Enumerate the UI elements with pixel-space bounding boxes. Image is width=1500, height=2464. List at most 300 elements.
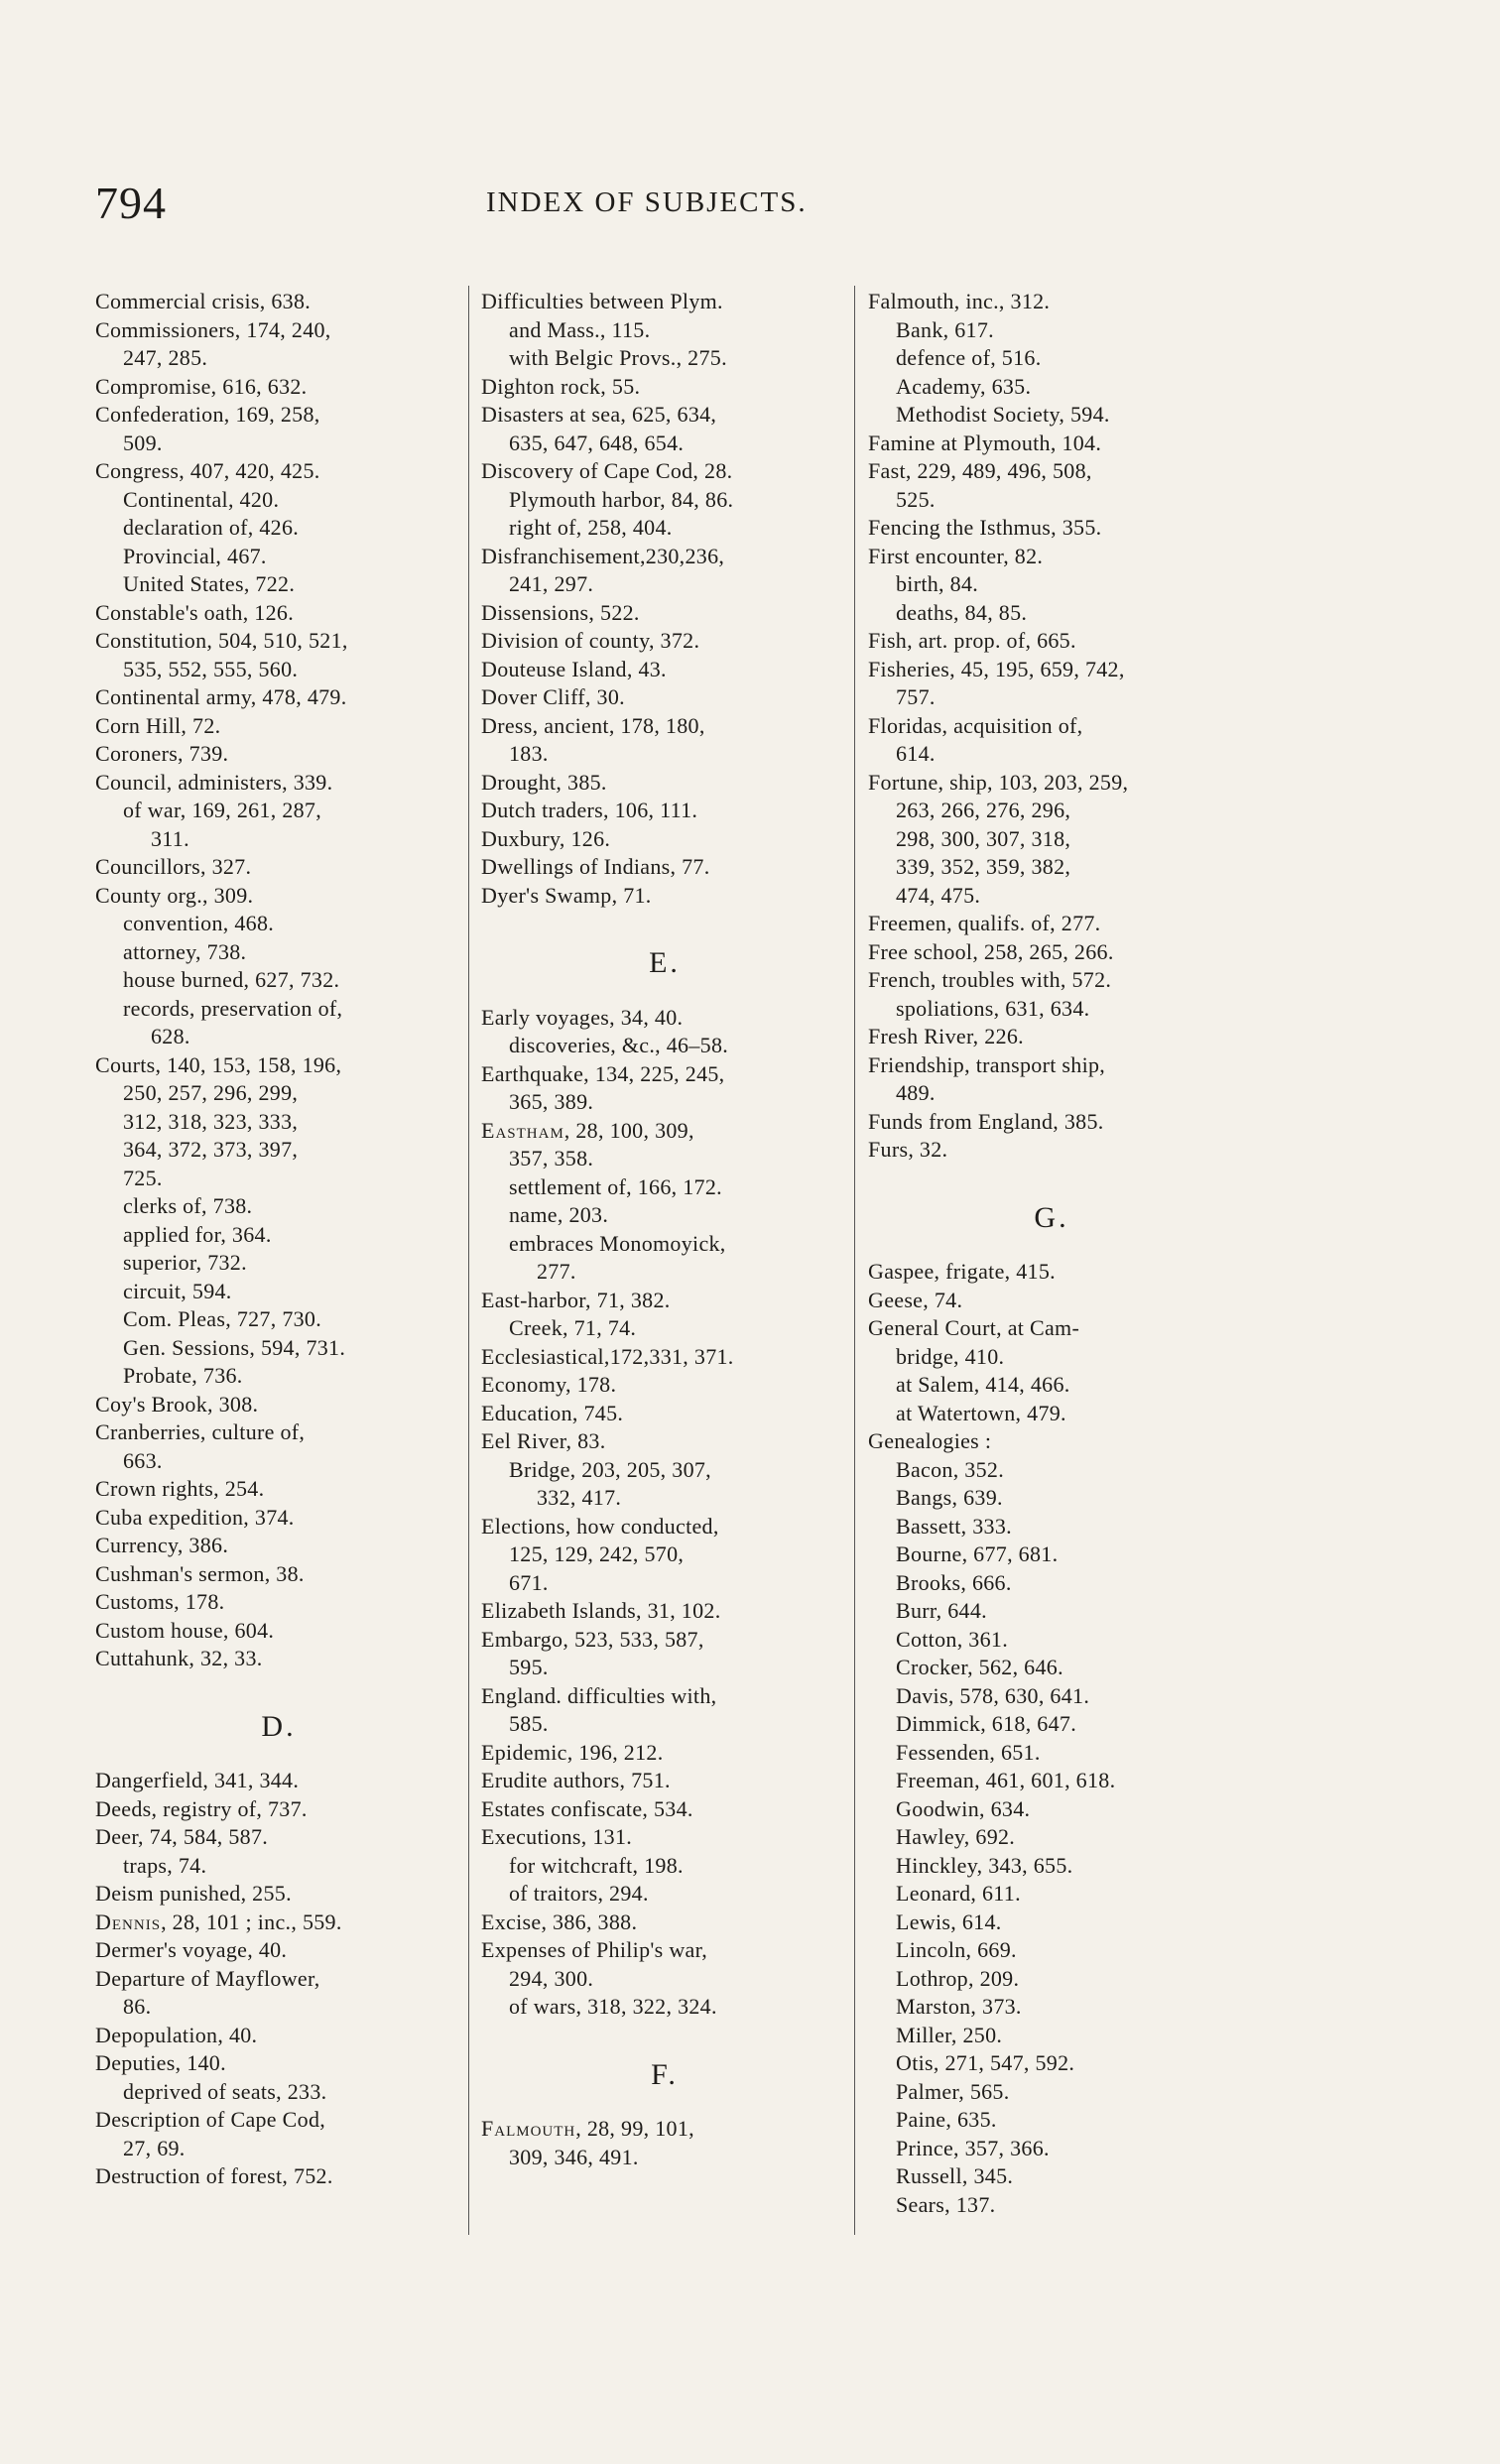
index-entry bbox=[481, 683, 848, 712]
entry-line: Division of county, 372. bbox=[481, 628, 700, 653]
entry-line: Deism punished, 255. bbox=[95, 1881, 292, 1906]
entry-line: Paine, 635. bbox=[896, 2107, 997, 2132]
entry-line: Crown rights, 254. bbox=[95, 1476, 265, 1501]
index-subentry bbox=[868, 1823, 1235, 1852]
index-entry bbox=[868, 769, 1235, 911]
entry-line: Eel River, 83. bbox=[481, 1428, 606, 1453]
index-entry bbox=[481, 1060, 848, 1117]
entry-line: Friendship, transport ship, bbox=[868, 1051, 1106, 1077]
entry-line: Dress, ancient, 178, 180, bbox=[481, 712, 705, 738]
entry-line: First encounter, 82. bbox=[868, 543, 1044, 568]
entry-line: Goodwin, 634. bbox=[896, 1795, 1031, 1821]
entry-line: Gen. Sessions, 594, 731. bbox=[123, 1334, 346, 1360]
entry-continuation-line: 489. bbox=[896, 1080, 936, 1105]
index-subentry bbox=[868, 344, 1235, 373]
entry-continuation-line: 309, 346, 491. bbox=[509, 2144, 639, 2169]
entry-line: Ecclesiastical,172,331, 371. bbox=[481, 1343, 734, 1369]
entry-line: Discovery of Cape Cod, 28. bbox=[481, 458, 733, 483]
index-subentry bbox=[868, 1597, 1235, 1626]
entry-line: Geese, 74. bbox=[868, 1287, 963, 1312]
index-entry bbox=[481, 599, 848, 628]
index-entry bbox=[481, 288, 848, 344]
entry-line: Cuttahunk, 32, 33. bbox=[95, 1646, 263, 1670]
entry-line: Difficulties between Plym. bbox=[481, 289, 723, 313]
entry-line: Erudite authors, 751. bbox=[481, 1768, 671, 1792]
index-entry bbox=[481, 1287, 848, 1315]
index-entry bbox=[481, 1909, 848, 1937]
index-entry bbox=[481, 1936, 848, 1993]
entry-line: Bangs, 639. bbox=[896, 1485, 1003, 1510]
entry-continuation-line: 86. bbox=[123, 1994, 152, 2019]
entry-line: Gaspee, frigate, 415. bbox=[868, 1259, 1056, 1284]
index-entry bbox=[481, 882, 848, 911]
index-entry bbox=[95, 1795, 462, 1824]
entry-line: Hawley, 692. bbox=[896, 1824, 1016, 1849]
entry-line: Bourne, 677, 681. bbox=[896, 1541, 1059, 1566]
index-entry bbox=[481, 1400, 848, 1428]
index-entry bbox=[868, 514, 1235, 543]
entry-line: Prince, 357, 366. bbox=[896, 2135, 1050, 2160]
entry-line: Falmouth, 28, 99, 101, bbox=[481, 2116, 694, 2141]
index-subentry bbox=[95, 1192, 462, 1221]
entry-continuation-line: 614. bbox=[896, 741, 936, 766]
entry-line: County org., 309. bbox=[95, 882, 254, 908]
index-entry bbox=[95, 1560, 462, 1589]
entry-line: Eastham, 28, 100, 309, bbox=[481, 1117, 694, 1143]
index-entry bbox=[868, 1051, 1235, 1108]
entry-line: Floridas, acquisition of, bbox=[868, 712, 1083, 738]
index-subentry bbox=[95, 966, 462, 995]
index-subentry bbox=[481, 486, 848, 515]
section-letter-heading: D. bbox=[261, 1709, 297, 1743]
index-entry bbox=[95, 1880, 462, 1909]
index-entry bbox=[95, 683, 462, 712]
entry-line: discoveries, &c., 46–58. bbox=[509, 1033, 729, 1057]
entry-line: Crocker, 562, 646. bbox=[896, 1655, 1063, 1679]
index-entry bbox=[868, 627, 1235, 656]
index-subentry bbox=[95, 910, 462, 938]
entry-line: Furs, 32. bbox=[868, 1137, 948, 1162]
index-entry bbox=[868, 457, 1235, 514]
index-entry bbox=[481, 1427, 848, 1456]
entry-continuation-line: 332, 417. bbox=[537, 1485, 622, 1510]
entry-line: Expenses of Philip's war, bbox=[481, 1937, 708, 1962]
entry-line: Bank, 617. bbox=[896, 316, 994, 342]
entry-continuation-line: 635, 647, 648, 654. bbox=[509, 430, 685, 455]
index-entry bbox=[868, 966, 1235, 995]
entry-line: with Belgic Provs., 275. bbox=[509, 345, 727, 370]
entry-line: Brooks, 666. bbox=[896, 1569, 1012, 1595]
index-subentry bbox=[95, 938, 462, 967]
entry-line: Commercial crisis, 638. bbox=[95, 289, 312, 313]
entry-line: Corn Hill, 72. bbox=[95, 712, 221, 738]
index-entry bbox=[95, 2022, 462, 2050]
entry-line: Courts, 140, 153, 158, 196, bbox=[95, 1051, 342, 1077]
entry-line: Compromise, 616, 632. bbox=[95, 373, 308, 399]
entry-line: Sears, 137. bbox=[896, 2191, 996, 2217]
index-subentry bbox=[481, 1201, 848, 1230]
entry-line: Provincial, 467. bbox=[123, 543, 267, 568]
index-entry bbox=[481, 1371, 848, 1400]
index-subentry bbox=[481, 1230, 848, 1287]
entry-line: Bridge, 203, 205, 307, bbox=[509, 1456, 711, 1482]
entry-line: French, troubles with, 572. bbox=[868, 967, 1112, 992]
index-entry bbox=[481, 373, 848, 402]
index-subentry bbox=[481, 1032, 848, 1060]
index-entry bbox=[95, 288, 462, 316]
entry-line: Epidemic, 196, 212. bbox=[481, 1739, 664, 1765]
entry-line: Bacon, 352. bbox=[896, 1456, 1005, 1482]
index-subentry bbox=[868, 2135, 1235, 2163]
index-entry bbox=[868, 430, 1235, 458]
entry-line: Deer, 74, 584, 587. bbox=[95, 1824, 269, 1849]
entry-line: Executions, 131. bbox=[481, 1824, 633, 1849]
index-subentry bbox=[868, 1371, 1235, 1400]
entry-line: Elections, how conducted, bbox=[481, 1513, 719, 1539]
index-entry bbox=[481, 1004, 848, 1033]
index-entry bbox=[868, 288, 1235, 316]
index-subentry bbox=[481, 1993, 848, 2022]
index-entry bbox=[481, 1117, 848, 1173]
entry-continuation-line: bridge, 410. bbox=[896, 1343, 1005, 1369]
index-subentry bbox=[868, 1880, 1235, 1909]
index-subentry bbox=[481, 1852, 848, 1881]
entry-line: Dighton rock, 55. bbox=[481, 373, 641, 399]
index-entry bbox=[481, 401, 848, 457]
index-entry bbox=[868, 1314, 1235, 1371]
index-entry bbox=[95, 1645, 462, 1673]
entry-line: Dangerfield, 341, 344. bbox=[95, 1768, 300, 1792]
entry-line: Continental army, 478, 479. bbox=[95, 684, 347, 709]
entry-line: Creek, 71, 74. bbox=[509, 1315, 637, 1340]
entry-line: Disasters at sea, 625, 634, bbox=[481, 402, 717, 427]
entry-line: Cranberries, culture of, bbox=[95, 1419, 306, 1444]
entry-line: Commissioners, 174, 240, bbox=[95, 316, 331, 342]
index-entry bbox=[95, 769, 462, 798]
index-subentry bbox=[868, 373, 1235, 402]
index-subentry bbox=[95, 1362, 462, 1391]
index-entry bbox=[868, 938, 1235, 967]
entry-line: Deputies, 140. bbox=[95, 2050, 226, 2075]
index-entry bbox=[481, 1682, 848, 1739]
running-title: INDEX OF SUBJECTS. bbox=[486, 186, 808, 218]
index-entry bbox=[481, 1597, 848, 1626]
index-entry bbox=[481, 825, 848, 854]
index-entry bbox=[868, 1287, 1235, 1315]
entry-line: Genealogies : bbox=[868, 1428, 992, 1453]
column-divider bbox=[468, 286, 469, 2235]
index-subentry bbox=[868, 599, 1235, 628]
entry-line: Coy's Brook, 308. bbox=[95, 1391, 259, 1417]
index-subentry bbox=[868, 1484, 1235, 1513]
entry-continuation-line: 250, 257, 296, 299, bbox=[123, 1080, 299, 1105]
index-subentry bbox=[868, 1936, 1235, 1965]
entry-continuation-line: 535, 552, 555, 560. bbox=[123, 656, 299, 681]
entry-line: deprived of seats, 233. bbox=[123, 2078, 327, 2104]
entry-line: Constitution, 504, 510, 521, bbox=[95, 628, 348, 653]
index-subentry bbox=[868, 1626, 1235, 1655]
entry-line: clerks of, 738. bbox=[123, 1193, 253, 1218]
entry-line: Confederation, 169, 258, bbox=[95, 402, 320, 427]
index-subentry bbox=[95, 1852, 462, 1881]
entry-line: Councillors, 327. bbox=[95, 854, 252, 879]
entry-line: Dissensions, 522. bbox=[481, 599, 640, 625]
entry-line: Methodist Society, 594. bbox=[896, 402, 1110, 427]
entry-line: Disfranchisement,230,236, bbox=[481, 543, 725, 568]
entry-continuation-line: 247, 285. bbox=[123, 345, 208, 370]
entry-line: records, preservation of, bbox=[123, 995, 343, 1021]
index-subentry bbox=[868, 995, 1235, 1024]
entry-line: Description of Cape Cod, bbox=[95, 2107, 326, 2132]
index-entry bbox=[95, 457, 462, 486]
entry-continuation-line: 311. bbox=[151, 825, 189, 851]
entry-continuation-line: 585. bbox=[509, 1711, 549, 1736]
entry-line: superior, 732. bbox=[123, 1250, 247, 1275]
index-subentry bbox=[95, 1305, 462, 1334]
index-entry bbox=[868, 1108, 1235, 1137]
entry-line: Burr, 644. bbox=[896, 1598, 987, 1623]
entry-line: Plymouth harbor, 84, 86. bbox=[509, 486, 734, 512]
entry-line: Dimmick, 618, 647. bbox=[896, 1711, 1077, 1736]
index-subentry bbox=[868, 1513, 1235, 1541]
index-subentry bbox=[868, 1710, 1235, 1739]
entry-line: at Watertown, 479. bbox=[896, 1400, 1066, 1425]
index-entry bbox=[481, 1343, 848, 1372]
index-subentry bbox=[95, 486, 462, 515]
entry-continuation-line: 263, 266, 276, 296, bbox=[896, 798, 1071, 822]
index-subentry bbox=[95, 995, 462, 1051]
section-letter-heading: G. bbox=[1034, 1200, 1069, 1234]
entry-line: Destruction of forest, 752. bbox=[95, 2163, 333, 2188]
entry-line: spoliations, 631, 634. bbox=[896, 995, 1090, 1021]
entry-line: Leonard, 611. bbox=[896, 1881, 1021, 1906]
entry-line: Drought, 385. bbox=[481, 769, 607, 795]
index-subentry bbox=[868, 1682, 1235, 1711]
index-subentry bbox=[868, 2191, 1235, 2220]
entry-line: Depopulation, 40. bbox=[95, 2022, 258, 2047]
index-subentry bbox=[95, 1334, 462, 1363]
index-subentry bbox=[868, 1795, 1235, 1824]
index-subentry bbox=[868, 2162, 1235, 2191]
index-entry bbox=[95, 1532, 462, 1560]
index-entry bbox=[868, 712, 1235, 769]
index-entry bbox=[481, 627, 848, 656]
entry-line: Elizabeth Islands, 31, 102. bbox=[481, 1598, 721, 1623]
entry-line: Dyer's Swamp, 71. bbox=[481, 882, 652, 908]
entry-line: Hinckley, 343, 655. bbox=[896, 1852, 1073, 1878]
entry-line: right of, 258, 404. bbox=[509, 515, 673, 540]
entry-continuation-line: 298, 300, 307, 318, bbox=[896, 825, 1071, 851]
index-entry bbox=[481, 457, 848, 486]
index-entry bbox=[95, 1051, 462, 1193]
index-column-3 bbox=[868, 288, 1235, 2219]
entry-continuation-line: 125, 129, 242, 570, bbox=[509, 1541, 685, 1566]
index-entry bbox=[95, 627, 462, 683]
index-subentry bbox=[868, 1654, 1235, 1682]
entry-continuation-line: 364, 372, 373, 397, bbox=[123, 1137, 299, 1162]
entry-continuation-line: and Mass., 115. bbox=[509, 316, 651, 342]
index-subentry bbox=[868, 2022, 1235, 2050]
index-subentry bbox=[481, 1314, 848, 1343]
index-subentry bbox=[95, 514, 462, 543]
index-entry bbox=[95, 401, 462, 457]
page-number: 794 bbox=[95, 178, 167, 228]
entry-line: Cotton, 361. bbox=[896, 1626, 1008, 1652]
index-subentry bbox=[868, 1767, 1235, 1795]
entry-line: Continental, 420. bbox=[123, 486, 280, 512]
index-subentry bbox=[95, 1221, 462, 1250]
index-entry bbox=[868, 1136, 1235, 1165]
index-entry bbox=[95, 1418, 462, 1475]
entry-line: at Salem, 414, 466. bbox=[896, 1372, 1070, 1397]
entry-line: Cushman's sermon, 38. bbox=[95, 1560, 305, 1586]
entry-line: Earthquake, 134, 225, 245, bbox=[481, 1060, 725, 1086]
entry-continuation-line: 595. bbox=[509, 1655, 549, 1679]
entry-line: Dermer's voyage, 40. bbox=[95, 1937, 288, 1962]
entry-line: declaration of, 426. bbox=[123, 515, 300, 540]
entry-line: defence of, 516. bbox=[896, 345, 1042, 370]
index-entry bbox=[868, 543, 1235, 571]
index-subentry bbox=[868, 316, 1235, 345]
index-entry bbox=[481, 853, 848, 882]
index-entry bbox=[481, 1513, 848, 1598]
index-subentry bbox=[481, 1880, 848, 1909]
index-subentry bbox=[868, 1852, 1235, 1881]
entry-continuation-line: 183. bbox=[509, 741, 549, 766]
entry-line: traps, 74. bbox=[123, 1852, 207, 1878]
index-entry bbox=[868, 1023, 1235, 1051]
entry-line: Constable's oath, 126. bbox=[95, 599, 294, 625]
entry-line: Fish, art. prop. of, 665. bbox=[868, 628, 1076, 653]
index-subentry bbox=[868, 1739, 1235, 1768]
entry-line: Excise, 386, 388. bbox=[481, 1909, 638, 1934]
entry-line: circuit, 594. bbox=[123, 1278, 232, 1303]
entry-continuation-line: 725. bbox=[123, 1165, 163, 1190]
index-entry bbox=[95, 373, 462, 402]
index-entry bbox=[481, 797, 848, 825]
entry-line: Otis, 271, 547, 592. bbox=[896, 2050, 1075, 2075]
entry-line: deaths, 84, 85. bbox=[896, 599, 1028, 625]
entry-line: Davis, 578, 630, 641. bbox=[896, 1682, 1090, 1708]
entry-line: Freeman, 461, 601, 618. bbox=[896, 1768, 1116, 1792]
index-entry bbox=[95, 2049, 462, 2078]
index-subentry bbox=[868, 2049, 1235, 2078]
entry-line: General Court, at Cam- bbox=[868, 1315, 1080, 1340]
index-entry bbox=[481, 1739, 848, 1768]
entry-line: embraces Monomoyick, bbox=[509, 1230, 726, 1256]
index-subentry bbox=[95, 1278, 462, 1306]
index-entry bbox=[95, 1617, 462, 1646]
entry-line: Palmer, 565. bbox=[896, 2078, 1010, 2104]
entry-line: Council, administers, 339. bbox=[95, 769, 333, 795]
index-entry bbox=[95, 1823, 462, 1852]
index-subentry bbox=[95, 1249, 462, 1278]
index-subentry bbox=[868, 1400, 1235, 1428]
index-entry bbox=[95, 1767, 462, 1795]
entry-line: name, 203. bbox=[509, 1202, 609, 1227]
entry-continuation-line: 671. bbox=[509, 1569, 549, 1595]
entry-line: Cuba expedition, 374. bbox=[95, 1504, 295, 1530]
entry-line: Douteuse Island, 43. bbox=[481, 656, 667, 681]
index-column-1 bbox=[95, 288, 462, 2191]
entry-continuation-line: 357, 358. bbox=[509, 1146, 594, 1170]
index-entry bbox=[868, 1427, 1235, 1456]
entry-line: Lewis, 614. bbox=[896, 1909, 1002, 1934]
entry-line: Bassett, 333. bbox=[896, 1513, 1012, 1539]
index-entry bbox=[95, 712, 462, 741]
index-entry bbox=[95, 2106, 462, 2162]
index-subentry bbox=[481, 344, 848, 373]
entry-line: Currency, 386. bbox=[95, 1533, 229, 1557]
index-entry bbox=[95, 316, 462, 373]
entry-line: Embargo, 523, 533, 587, bbox=[481, 1626, 704, 1652]
entry-line: Departure of Mayflower, bbox=[95, 1965, 320, 1991]
entry-line: of traitors, 294. bbox=[509, 1881, 649, 1906]
index-subentry bbox=[868, 1569, 1235, 1598]
index-subentry bbox=[95, 2078, 462, 2107]
entry-line: attorney, 738. bbox=[123, 938, 247, 964]
index-entry bbox=[95, 1475, 462, 1504]
entry-continuation-line: 294, 300. bbox=[509, 1965, 594, 1991]
entry-line: Duxbury, 126. bbox=[481, 825, 611, 851]
entry-line: Coroners, 739. bbox=[95, 741, 229, 766]
entry-line: Academy, 635. bbox=[896, 373, 1032, 399]
index-column-2 bbox=[481, 288, 848, 2171]
entry-line: convention, 468. bbox=[123, 911, 275, 935]
entry-continuation-line: 339, 352, 359, 382, bbox=[896, 854, 1071, 879]
index-subentry bbox=[868, 570, 1235, 599]
entry-line: Fresh River, 226. bbox=[868, 1024, 1024, 1048]
index-subentry bbox=[481, 1173, 848, 1202]
entry-line: settlement of, 166, 172. bbox=[509, 1173, 722, 1199]
index-entry bbox=[481, 1767, 848, 1795]
index-subentry bbox=[95, 797, 462, 853]
index-subentry bbox=[868, 1965, 1235, 1994]
index-entry bbox=[868, 1258, 1235, 1287]
index-entry bbox=[95, 599, 462, 628]
section-letter-heading: F. bbox=[651, 2057, 679, 2091]
index-entry bbox=[868, 656, 1235, 712]
index-subentry bbox=[481, 514, 848, 543]
index-entry bbox=[481, 656, 848, 684]
entry-continuation-line: 757. bbox=[896, 684, 936, 709]
index-subentry bbox=[95, 570, 462, 599]
entry-line: Early voyages, 34, 40. bbox=[481, 1004, 684, 1030]
entry-line: Congress, 407, 420, 425. bbox=[95, 458, 320, 483]
index-subentry bbox=[868, 1993, 1235, 2022]
index-entry bbox=[481, 769, 848, 798]
entry-line: applied for, 364. bbox=[123, 1221, 272, 1247]
entry-line: Estates confiscate, 534. bbox=[481, 1795, 693, 1821]
entry-line: Free school, 258, 265, 266. bbox=[868, 938, 1114, 964]
index-entry bbox=[95, 1504, 462, 1533]
index-entry bbox=[481, 1626, 848, 1682]
entry-line: Customs, 178. bbox=[95, 1589, 225, 1614]
entry-continuation-line: 628. bbox=[151, 1024, 190, 1048]
entry-line: Fast, 229, 489, 496, 508, bbox=[868, 458, 1092, 483]
entry-continuation-line: 663. bbox=[123, 1447, 163, 1473]
entry-line: Falmouth, inc., 312. bbox=[868, 289, 1051, 313]
index-entry bbox=[95, 1391, 462, 1419]
entry-line: Probate, 736. bbox=[123, 1363, 243, 1388]
entry-line: Lothrop, 209. bbox=[896, 1965, 1020, 1991]
entry-line: of wars, 318, 322, 324. bbox=[509, 1994, 717, 2019]
index-subentry bbox=[481, 1456, 848, 1513]
entry-line: of war, 169, 261, 287, bbox=[123, 798, 322, 822]
entry-line: Fencing the Isthmus, 355. bbox=[868, 515, 1102, 540]
column-divider bbox=[854, 286, 855, 2235]
entry-line: Custom house, 604. bbox=[95, 1617, 275, 1643]
